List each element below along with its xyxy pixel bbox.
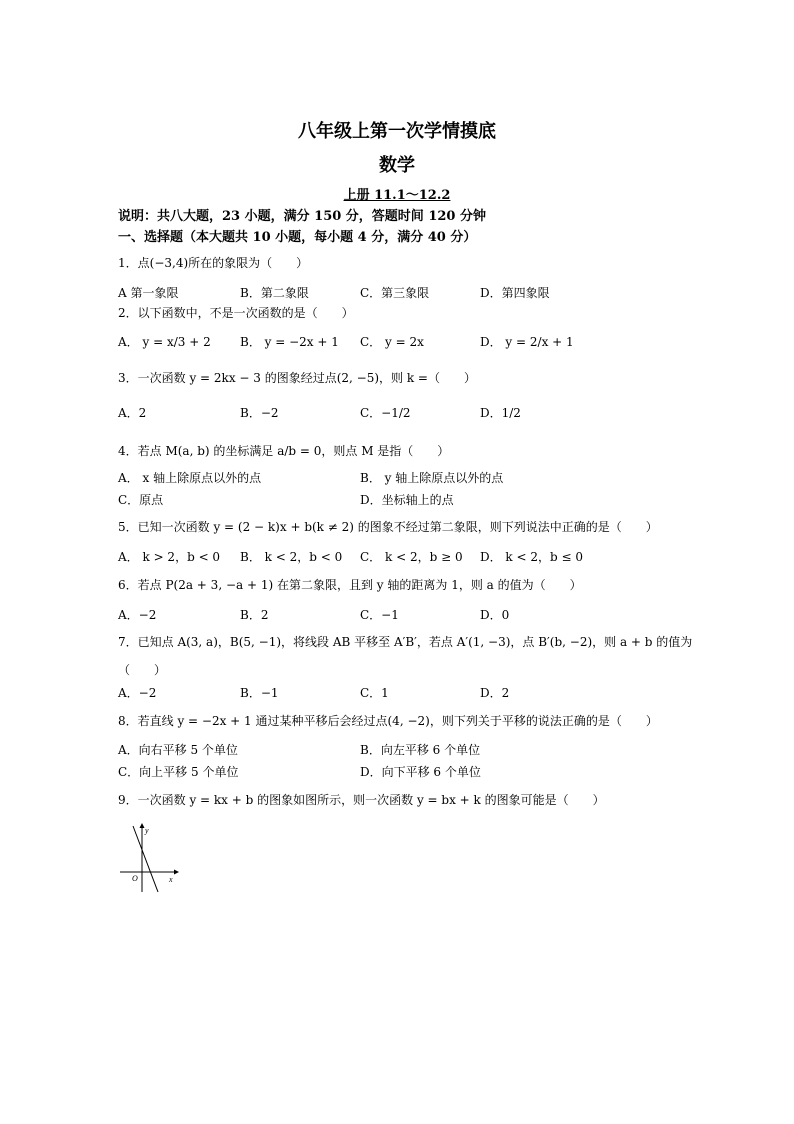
- question-7-option-a: A．−2: [118, 686, 157, 700]
- question-8-option-d: D．向下平移 6 个单位: [360, 765, 481, 779]
- question-7-option-c: C．1: [360, 686, 389, 700]
- exam-instructions: 说明：共八大题，23 小题，满分 150 分，答题时间 120 分钟: [118, 209, 486, 224]
- question-8-stem: 8．若直线 y = −2x + 1 通过某种平移后会经过点(4, −2)，则下列关于平移的说法正确的是（ ）: [118, 714, 658, 728]
- question-1-option-b: B．第二象限: [240, 286, 309, 300]
- question-4-option-b: B． y 轴上除原点以外的点: [360, 471, 504, 485]
- exam-title: 八年级上第一次学情摸底: [298, 121, 496, 142]
- question-3-stem: 3．一次函数 y = 2kx − 3 的图象经过点(2, −5)，则 k =（ ）: [118, 371, 476, 385]
- question-7-stem-continued: （ ）: [118, 663, 167, 677]
- x-axis-label: x: [169, 875, 173, 884]
- y-axis-label: y: [145, 826, 149, 835]
- y-axis-arrow: [140, 823, 145, 828]
- question-9-graph: [120, 822, 180, 894]
- question-5-option-c: C． k < 2，b ≥ 0: [360, 550, 463, 564]
- question-3-option-d: D．1/2: [480, 406, 521, 420]
- question-4-option-c: C．原点: [118, 493, 164, 507]
- question-7-stem: 7．已知点 A(3, a)，B(5, −1)，将线段 AB 平移至 A′B′，若点 A′(1, −3)，点 B′(b, −2)，则 a + b 的值为: [118, 635, 693, 649]
- x-axis-arrow: [174, 870, 179, 875]
- question-4-option-d: D．坐标轴上的点: [360, 493, 454, 507]
- question-1-option-a: A 第一象限: [118, 286, 179, 300]
- question-2-option-d: D． y = 2/x + 1: [480, 335, 574, 349]
- question-5-option-d: D． k < 2，b ≤ 0: [480, 550, 584, 564]
- question-6-option-b: B．2: [240, 608, 269, 622]
- exam-scope: [0, 184, 794, 203]
- question-6-option-a: A．−2: [118, 608, 157, 622]
- question-3-option-c: C．−1/2: [360, 406, 411, 420]
- question-8-option-c: C．向上平移 5 个单位: [118, 765, 239, 779]
- question-6-stem: 6．若点 P(2a + 3, −a + 1) 在第二象限，且到 y 轴的距离为 1，则 a 的值为（ ）: [118, 578, 582, 592]
- question-1-option-c: C．第三象限: [360, 286, 430, 300]
- question-4-option-a: A． x 轴上除原点以外的点: [118, 471, 262, 485]
- question-7-option-d: D．2: [480, 686, 510, 700]
- question-2-stem: 2．以下函数中，不是一次函数的是（ ）: [118, 306, 354, 320]
- origin-label: O: [132, 874, 138, 883]
- question-3-option-a: A．2: [118, 406, 147, 420]
- scope-text: 上册 11.1～12.2: [343, 188, 451, 203]
- question-9-stem: 9．一次函数 y = kx + b 的图象如图所示，则一次函数 y = bx + k 的图象可能是（ ）: [118, 793, 605, 807]
- exam-subject: 数学: [379, 155, 415, 176]
- question-6-option-d: D．0: [480, 608, 510, 622]
- question-5-stem: 5．已知一次函数 y = (2 − k)x + b(k ≠ 2) 的图象不经过第二象限，则下列说法中正确的是（ ）: [118, 520, 658, 534]
- question-3-option-b: B．−2: [240, 406, 279, 420]
- question-8-option-b: B．向左平移 6 个单位: [360, 743, 481, 757]
- question-4-stem: 4．若点 M(a, b) 的坐标满足 a/b = 0，则点 M 是指（ ）: [118, 444, 450, 458]
- question-5-option-b: B． k < 2，b < 0: [240, 550, 343, 564]
- question-2-option-c: C． y = 2x: [360, 335, 424, 349]
- question-7-option-b: B．−1: [240, 686, 279, 700]
- question-2-option-a: A． y = x/3 + 2: [118, 335, 211, 349]
- section-heading: 一、选择题（本大题共 10 小题，每小题 4 分，满分 40 分）: [118, 230, 477, 245]
- question-5-option-a: A． k > 2，b < 0: [118, 550, 221, 564]
- question-2-option-b: B． y = −2x + 1: [240, 335, 339, 349]
- question-6-option-c: C．−1: [360, 608, 399, 622]
- question-1-stem: 1．点(−3,4)所在的象限为（ ）: [118, 256, 309, 270]
- question-1-option-d: D．第四象限: [480, 286, 550, 300]
- question-8-option-a: A．向右平移 5 个单位: [118, 743, 238, 757]
